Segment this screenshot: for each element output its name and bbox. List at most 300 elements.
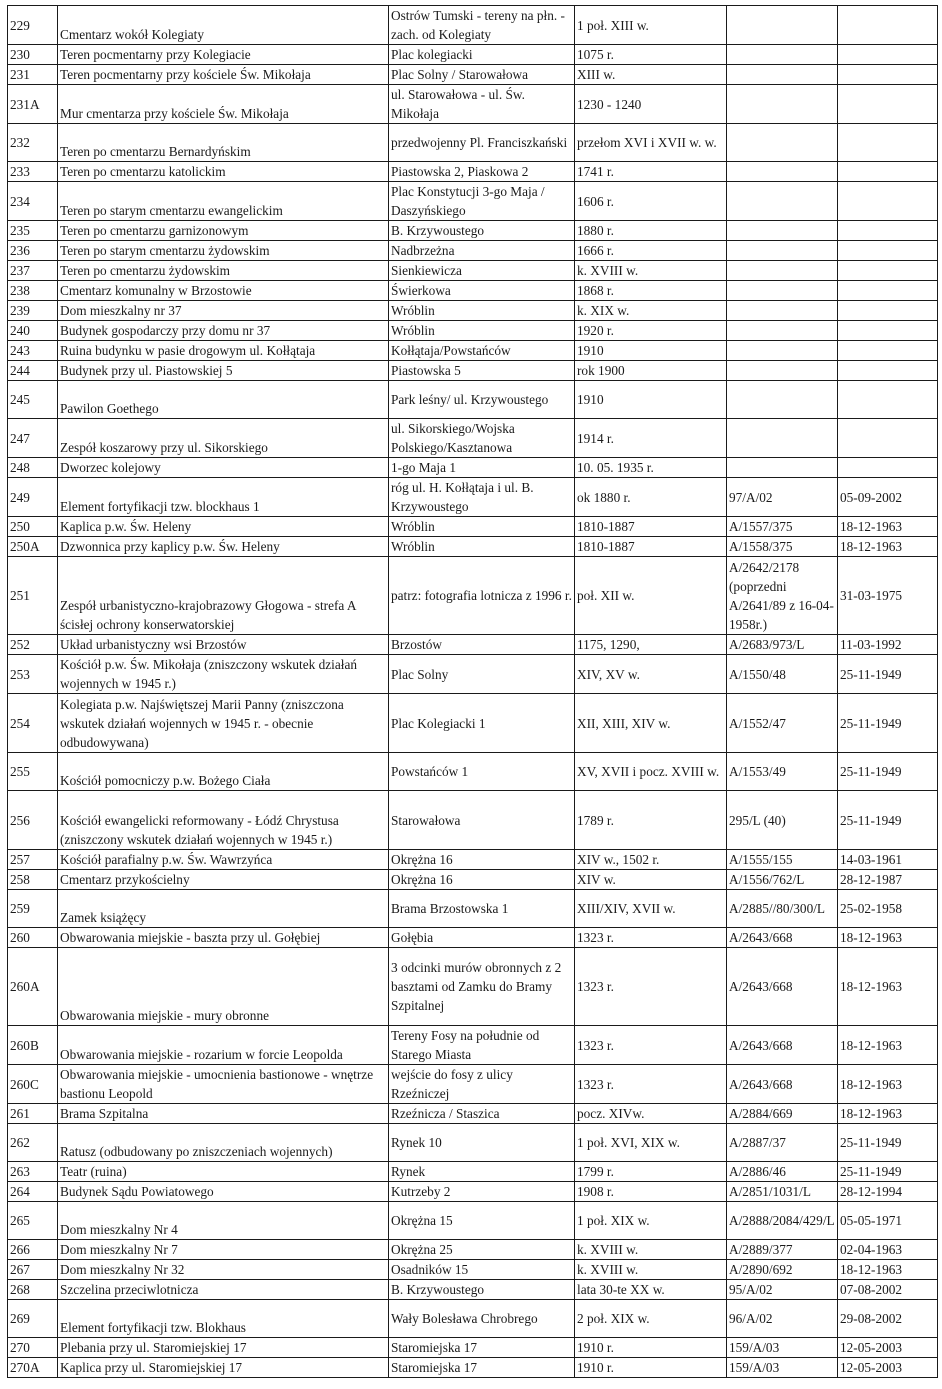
cell-date: XIII w. <box>575 65 727 85</box>
cell-location: Wróblin <box>389 537 575 557</box>
cell-date: 10. 05. 1935 r. <box>575 458 727 478</box>
cell-location: Powstańców 1 <box>389 753 575 791</box>
cell-register-number <box>727 162 838 182</box>
cell-id: 255 <box>8 753 58 791</box>
cell-date: XV, XVII i pocz. XVIII w. <box>575 753 727 791</box>
cell-name: Cmentarz przykościelny <box>58 870 389 890</box>
cell-name: Zespół koszarowy przy ul. Sikorskiego <box>58 419 389 458</box>
cell-date: pocz. XIVw. <box>575 1104 727 1124</box>
cell-register-number <box>727 419 838 458</box>
cell-location: Rynek 10 <box>389 1124 575 1162</box>
cell-date: 1910 <box>575 381 727 419</box>
cell-location: Sienkiewicza <box>389 261 575 281</box>
document-page <box>7 5 938 1378</box>
cell-date: 1908 r. <box>575 1182 727 1202</box>
table-row <box>8 261 938 281</box>
cell-location: Starowałowa <box>389 791 575 850</box>
cell-name: Ruina budynku w pasie drogowym ul. Kołłątaja <box>58 341 389 361</box>
cell-register-number: A/1552/47 <box>727 694 838 753</box>
cell-register-date <box>838 162 938 182</box>
cell-id: 253 <box>8 655 58 694</box>
cell-location: Rzeźnicza / Staszica <box>389 1104 575 1124</box>
cell-name: Teren po cmentarzu żydowskim <box>58 261 389 281</box>
cell-date: XIII/XIV, XVII w. <box>575 890 727 928</box>
cell-register-date <box>838 241 938 261</box>
cell-name: Cmentarz wokół Kolegiaty <box>58 6 389 45</box>
cell-date: 1910 r. <box>575 1358 727 1378</box>
table-row <box>8 361 938 381</box>
cell-date: k. XVIII w. <box>575 1240 727 1260</box>
cell-register-number: A/1550/48 <box>727 655 838 694</box>
cell-id: 260A <box>8 948 58 1026</box>
cell-name: Kaplica p.w. Św. Heleny <box>58 517 389 537</box>
cell-location: Okrężna 25 <box>389 1240 575 1260</box>
cell-register-number <box>727 361 838 381</box>
cell-id: 244 <box>8 361 58 381</box>
table-row <box>8 381 938 419</box>
cell-location: Plac Solny <box>389 655 575 694</box>
cell-register-date: 25-02-1958 <box>838 890 938 928</box>
table-row <box>8 321 938 341</box>
table-row <box>8 124 938 162</box>
cell-register-number: A/1558/375 <box>727 537 838 557</box>
cell-location: Plac Kolegiacki 1 <box>389 694 575 753</box>
cell-id: 264 <box>8 1182 58 1202</box>
cell-date: ok 1880 r. <box>575 478 727 517</box>
cell-name: Szczelina przeciwlotnicza <box>58 1280 389 1300</box>
cell-register-date <box>838 301 938 321</box>
cell-name: Kościół ewangelicki reformowany - Łódź Chrystusa (zniszczony wskutek działań wojennych w 1945 r.) <box>58 791 389 850</box>
cell-name: Cmentarz komunalny w Brzostowie <box>58 281 389 301</box>
cell-name: Mur cmentarza przy kościele Św. Mikołaja <box>58 85 389 124</box>
cell-location: Kutrzeby 2 <box>389 1182 575 1202</box>
cell-location: wejście do fosy z ulicy Rzeźniczej <box>389 1065 575 1104</box>
cell-name: Obwarowania miejskie - baszta przy ul. Gołębiej <box>58 928 389 948</box>
cell-register-number <box>727 281 838 301</box>
cell-register-number <box>727 321 838 341</box>
cell-register-number <box>727 182 838 221</box>
cell-date: 1789 r. <box>575 791 727 850</box>
cell-name: Dworzec kolejowy <box>58 458 389 478</box>
cell-register-number: A/2887/37 <box>727 1124 838 1162</box>
cell-location: Kołłątaja/Powstańców <box>389 341 575 361</box>
cell-register-date <box>838 361 938 381</box>
cell-name: Zamek książęcy <box>58 890 389 928</box>
table-row <box>8 478 938 517</box>
cell-location: Okrężna 15 <box>389 1202 575 1240</box>
cell-register-date: 12-05-2003 <box>838 1358 938 1378</box>
cell-register-date: 28-12-1994 <box>838 1182 938 1202</box>
table-row <box>8 221 938 241</box>
cell-date: 1323 r. <box>575 948 727 1026</box>
cell-register-date <box>838 381 938 419</box>
cell-register-number <box>727 341 838 361</box>
table-row <box>8 791 938 850</box>
cell-name: Kościół pomocniczy p.w. Bożego Ciała <box>58 753 389 791</box>
cell-name: Budynek przy ul. Piastowskiej 5 <box>58 361 389 381</box>
table-row <box>8 341 938 361</box>
table-row <box>8 1182 938 1202</box>
cell-register-number: A/2683/973/L <box>727 635 838 655</box>
cell-date: XIV, XV w. <box>575 655 727 694</box>
table-row <box>8 85 938 124</box>
cell-location: Staromiejska 17 <box>389 1338 575 1358</box>
cell-register-date <box>838 45 938 65</box>
table-row <box>8 1065 938 1104</box>
cell-register-date: 05-05-1971 <box>838 1202 938 1240</box>
table-row <box>8 635 938 655</box>
cell-location: Rynek <box>389 1162 575 1182</box>
table-row <box>8 928 938 948</box>
cell-register-date: 28-12-1987 <box>838 870 938 890</box>
cell-location: Piastowska 2, Piaskowa 2 <box>389 162 575 182</box>
cell-register-date: 18-12-1963 <box>838 1104 938 1124</box>
cell-id: 250 <box>8 517 58 537</box>
cell-register-number <box>727 85 838 124</box>
cell-date: 1910 r. <box>575 1338 727 1358</box>
cell-register-date <box>838 124 938 162</box>
cell-register-number: A/2643/668 <box>727 1026 838 1065</box>
cell-location: Wały Bolesława Chrobrego <box>389 1300 575 1338</box>
cell-register-number: A/2889/377 <box>727 1240 838 1260</box>
cell-register-number: A/2643/668 <box>727 1065 838 1104</box>
cell-location: Park leśny/ ul. Krzywoustego <box>389 381 575 419</box>
cell-register-date <box>838 281 938 301</box>
cell-location: przedwojenny Pl. Franciszkański <box>389 124 575 162</box>
cell-date: 1606 r. <box>575 182 727 221</box>
table-row <box>8 850 938 870</box>
cell-date: 1868 r. <box>575 281 727 301</box>
table-row <box>8 655 938 694</box>
cell-date: 1323 r. <box>575 1065 727 1104</box>
cell-date: 1810-1887 <box>575 517 727 537</box>
cell-date: 1175, 1290, <box>575 635 727 655</box>
cell-name: Brama Szpitalna <box>58 1104 389 1124</box>
cell-name: Obwarowania miejskie - rozarium w forcie Leopolda <box>58 1026 389 1065</box>
cell-register-number <box>727 221 838 241</box>
cell-date: lata 30-te XX w. <box>575 1280 727 1300</box>
table-row <box>8 517 938 537</box>
cell-register-number: A/2851/1031/L <box>727 1182 838 1202</box>
cell-date: 1880 r. <box>575 221 727 241</box>
cell-date: 1 poł. XIX w. <box>575 1202 727 1240</box>
table-row <box>8 1162 938 1182</box>
cell-name: Teren po starym cmentarzu żydowskim <box>58 241 389 261</box>
cell-name: Kolegiata p.w. Najświętszej Marii Panny (zniszczona wskutek działań wojennych w 1945 r. - obecnie odbudowywana) <box>58 694 389 753</box>
cell-location: Okrężna 16 <box>389 850 575 870</box>
cell-name: Kościół p.w. Św. Mikołaja (zniszczony wskutek działań wojennych w 1945 r.) <box>58 655 389 694</box>
cell-date: k. XIX w. <box>575 301 727 321</box>
cell-name: Teren pocmentarny przy Kolegiacie <box>58 45 389 65</box>
cell-id: 247 <box>8 419 58 458</box>
cell-name: Dzwonnica przy kaplicy p.w. Św. Heleny <box>58 537 389 557</box>
cell-name: Teren po starym cmentarzu ewangelickim <box>58 182 389 221</box>
cell-location: B. Krzywoustego <box>389 1280 575 1300</box>
cell-register-number: 97/A/02 <box>727 478 838 517</box>
cell-register-number: A/2885//80/300/L <box>727 890 838 928</box>
cell-id: 245 <box>8 381 58 419</box>
cell-register-date: 25-11-1949 <box>838 694 938 753</box>
cell-register-date: 18-12-1963 <box>838 517 938 537</box>
cell-register-number <box>727 124 838 162</box>
cell-register-number: A/2890/692 <box>727 1260 838 1280</box>
cell-name: Teren po cmentarzu Bernardyńskim <box>58 124 389 162</box>
cell-register-date: 31-03-1975 <box>838 557 938 635</box>
table-row <box>8 65 938 85</box>
cell-date: 1 poł. XVI, XIX w. <box>575 1124 727 1162</box>
cell-name: Element fortyfikacji tzw. blockhaus 1 <box>58 478 389 517</box>
cell-id: 251 <box>8 557 58 635</box>
table-row <box>8 45 938 65</box>
cell-register-number <box>727 301 838 321</box>
cell-name: Plebania przy ul. Staromiejskiej 17 <box>58 1338 389 1358</box>
cell-register-number: 159/A/03 <box>727 1338 838 1358</box>
cell-id: 248 <box>8 458 58 478</box>
cell-location: ul. Starowałowa - ul. Św. Mikołaja <box>389 85 575 124</box>
cell-register-number: 95/A/02 <box>727 1280 838 1300</box>
cell-id: 260B <box>8 1026 58 1065</box>
cell-register-date: 05-09-2002 <box>838 478 938 517</box>
cell-register-number <box>727 381 838 419</box>
cell-name: Dom mieszkalny Nr 32 <box>58 1260 389 1280</box>
cell-location: Tereny Fosy na południe od Starego Miasta <box>389 1026 575 1065</box>
table-row <box>8 162 938 182</box>
cell-name: Element fortyfikacji tzw. Blokhaus <box>58 1300 389 1338</box>
table-row <box>8 281 938 301</box>
cell-register-number: A/1557/375 <box>727 517 838 537</box>
monuments-table <box>7 5 938 1378</box>
cell-date: XII, XIII, XIV w. <box>575 694 727 753</box>
cell-location: ul. Sikorskiego/Wojska Polskiego/Kasztanowa <box>389 419 575 458</box>
cell-location: Plac Solny / Starowałowa <box>389 65 575 85</box>
cell-date: 1666 r. <box>575 241 727 261</box>
cell-register-date <box>838 341 938 361</box>
cell-location: Plac kolegiacki <box>389 45 575 65</box>
cell-id: 232 <box>8 124 58 162</box>
cell-location: Wróblin <box>389 321 575 341</box>
cell-id: 265 <box>8 1202 58 1240</box>
table-row <box>8 301 938 321</box>
cell-location: Brzostów <box>389 635 575 655</box>
table-row <box>8 1280 938 1300</box>
cell-name: Dom mieszkalny nr 37 <box>58 301 389 321</box>
cell-name: Układ urbanistyczny wsi Brzostów <box>58 635 389 655</box>
cell-id: 237 <box>8 261 58 281</box>
cell-id: 266 <box>8 1240 58 1260</box>
table-row <box>8 1338 938 1358</box>
cell-date: 1799 r. <box>575 1162 727 1182</box>
cell-id: 260 <box>8 928 58 948</box>
cell-date: XIV w. <box>575 870 727 890</box>
cell-id: 240 <box>8 321 58 341</box>
table-row <box>8 1300 938 1338</box>
cell-register-date: 18-12-1963 <box>838 537 938 557</box>
cell-id: 269 <box>8 1300 58 1338</box>
cell-location: Gołębia <box>389 928 575 948</box>
cell-date: 1323 r. <box>575 1026 727 1065</box>
cell-id: 234 <box>8 182 58 221</box>
cell-register-date <box>838 261 938 281</box>
cell-name: Teren po cmentarzu garnizonowym <box>58 221 389 241</box>
cell-register-date: 18-12-1963 <box>838 1065 938 1104</box>
cell-location: Piastowska 5 <box>389 361 575 381</box>
cell-id: 260C <box>8 1065 58 1104</box>
cell-register-number: A/2643/668 <box>727 948 838 1026</box>
cell-register-number: A/2642/2178 (poprzedni A/2641/89 z 16-04-1958r.) <box>727 557 838 635</box>
cell-name: Teren po cmentarzu katolickim <box>58 162 389 182</box>
cell-location: Świerkowa <box>389 281 575 301</box>
cell-name: Budynek gospodarczy przy domu nr 37 <box>58 321 389 341</box>
table-row <box>8 1202 938 1240</box>
table-row <box>8 458 938 478</box>
cell-location: Osadników 15 <box>389 1260 575 1280</box>
cell-register-date: 25-11-1949 <box>838 655 938 694</box>
cell-id: 238 <box>8 281 58 301</box>
table-row <box>8 948 938 1026</box>
cell-id: 229 <box>8 6 58 45</box>
cell-register-number: A/2888/2084/429/L <box>727 1202 838 1240</box>
cell-register-number <box>727 458 838 478</box>
table-row <box>8 557 938 635</box>
cell-register-number: 159/A/03 <box>727 1358 838 1378</box>
cell-name: Pawilon Goethego <box>58 381 389 419</box>
cell-register-date: 18-12-1963 <box>838 1026 938 1065</box>
cell-id: 230 <box>8 45 58 65</box>
cell-location: Staromiejska 17 <box>389 1358 575 1378</box>
cell-id: 262 <box>8 1124 58 1162</box>
cell-date: 2 poł. XIX w. <box>575 1300 727 1338</box>
cell-date: 1920 r. <box>575 321 727 341</box>
cell-id: 233 <box>8 162 58 182</box>
cell-id: 259 <box>8 890 58 928</box>
cell-register-number: A/2884/669 <box>727 1104 838 1124</box>
cell-register-number <box>727 241 838 261</box>
cell-id: 231A <box>8 85 58 124</box>
cell-register-date <box>838 221 938 241</box>
cell-date: poł. XII w. <box>575 557 727 635</box>
table-row <box>8 1124 938 1162</box>
table-row <box>8 182 938 221</box>
cell-id: 236 <box>8 241 58 261</box>
cell-location: 3 odcinki murów obronnych z 2 basztami od Zamku do Bramy Szpitalnej <box>389 948 575 1026</box>
table-row <box>8 241 938 261</box>
table-row <box>8 1104 938 1124</box>
cell-name: Kościół parafialny p.w. Św. Wawrzyńca <box>58 850 389 870</box>
cell-register-number <box>727 65 838 85</box>
cell-date: 1230 - 1240 <box>575 85 727 124</box>
cell-register-date <box>838 65 938 85</box>
cell-date: 1914 r. <box>575 419 727 458</box>
cell-location: Wróblin <box>389 301 575 321</box>
table-row <box>8 753 938 791</box>
cell-register-date: 29-08-2002 <box>838 1300 938 1338</box>
cell-date: rok 1900 <box>575 361 727 381</box>
cell-register-date <box>838 458 938 478</box>
cell-location: 1-go Maja 1 <box>389 458 575 478</box>
table-row <box>8 1260 938 1280</box>
cell-location: Brama Brzostowska 1 <box>389 890 575 928</box>
cell-date: k. XVIII w. <box>575 261 727 281</box>
cell-register-date <box>838 321 938 341</box>
cell-register-date: 18-12-1963 <box>838 928 938 948</box>
cell-date: 1810-1887 <box>575 537 727 557</box>
cell-id: 231 <box>8 65 58 85</box>
cell-register-number: 295/L (40) <box>727 791 838 850</box>
table-row <box>8 870 938 890</box>
cell-date: 1741 r. <box>575 162 727 182</box>
cell-register-date: 18-12-1963 <box>838 1260 938 1280</box>
cell-register-date: 07-08-2002 <box>838 1280 938 1300</box>
cell-id: 252 <box>8 635 58 655</box>
cell-location: róg ul. H. Kołłątaja i ul. B. Krzywoustego <box>389 478 575 517</box>
cell-register-date: 18-12-1963 <box>838 948 938 1026</box>
cell-id: 249 <box>8 478 58 517</box>
cell-register-number: A/2886/46 <box>727 1162 838 1182</box>
cell-date: k. XVIII w. <box>575 1260 727 1280</box>
cell-register-date: 02-04-1963 <box>838 1240 938 1260</box>
cell-register-date: 25-11-1949 <box>838 753 938 791</box>
cell-register-date: 12-05-2003 <box>838 1338 938 1358</box>
cell-date: 1 poł. XIII w. <box>575 6 727 45</box>
cell-register-number: 96/A/02 <box>727 1300 838 1338</box>
cell-register-number: A/1553/49 <box>727 753 838 791</box>
cell-register-date: 14-03-1961 <box>838 850 938 870</box>
cell-register-date <box>838 419 938 458</box>
cell-register-date: 25-11-1949 <box>838 1124 938 1162</box>
cell-id: 263 <box>8 1162 58 1182</box>
cell-id: 261 <box>8 1104 58 1124</box>
table-row <box>8 1358 938 1378</box>
cell-register-date: 25-11-1949 <box>838 791 938 850</box>
cell-location: Okrężna 16 <box>389 870 575 890</box>
cell-id: 268 <box>8 1280 58 1300</box>
cell-id: 256 <box>8 791 58 850</box>
table-row <box>8 890 938 928</box>
cell-name: Teren pocmentarny przy kościele Św. Mikołaja <box>58 65 389 85</box>
cell-register-date <box>838 182 938 221</box>
table-row <box>8 694 938 753</box>
cell-register-number <box>727 45 838 65</box>
cell-location: B. Krzywoustego <box>389 221 575 241</box>
cell-name: Obwarowania miejskie - umocnienia bastionowe - wnętrze bastionu Leopold <box>58 1065 389 1104</box>
cell-register-number: A/1555/155 <box>727 850 838 870</box>
cell-location: Ostrów Tumski - tereny na płn. - zach. od Kolegiaty <box>389 6 575 45</box>
cell-id: 235 <box>8 221 58 241</box>
cell-register-date: 11-03-1992 <box>838 635 938 655</box>
cell-register-number <box>727 6 838 45</box>
cell-date: XIV w., 1502 r. <box>575 850 727 870</box>
cell-name: Budynek Sądu Powiatowego <box>58 1182 389 1202</box>
cell-date: 1323 r. <box>575 928 727 948</box>
cell-id: 270A <box>8 1358 58 1378</box>
cell-name: Kaplica przy ul. Staromiejskiej 17 <box>58 1358 389 1378</box>
cell-id: 243 <box>8 341 58 361</box>
cell-id: 258 <box>8 870 58 890</box>
table-row <box>8 537 938 557</box>
cell-location: Nadbrzeżna <box>389 241 575 261</box>
cell-location: Plac Konstytucji 3-go Maja / Daszyńskiego <box>389 182 575 221</box>
table-row <box>8 6 938 45</box>
table-row <box>8 1026 938 1065</box>
cell-name: Zespół urbanistyczno-krajobrazowy Głogowa - strefa A ścisłej ochrony konserwatorskiej <box>58 557 389 635</box>
cell-name: Dom mieszkalny Nr 4 <box>58 1202 389 1240</box>
cell-register-number <box>727 261 838 281</box>
cell-date: 1075 r. <box>575 45 727 65</box>
cell-id: 239 <box>8 301 58 321</box>
cell-id: 254 <box>8 694 58 753</box>
cell-register-date: 25-11-1949 <box>838 1162 938 1182</box>
table-body <box>8 6 938 1378</box>
